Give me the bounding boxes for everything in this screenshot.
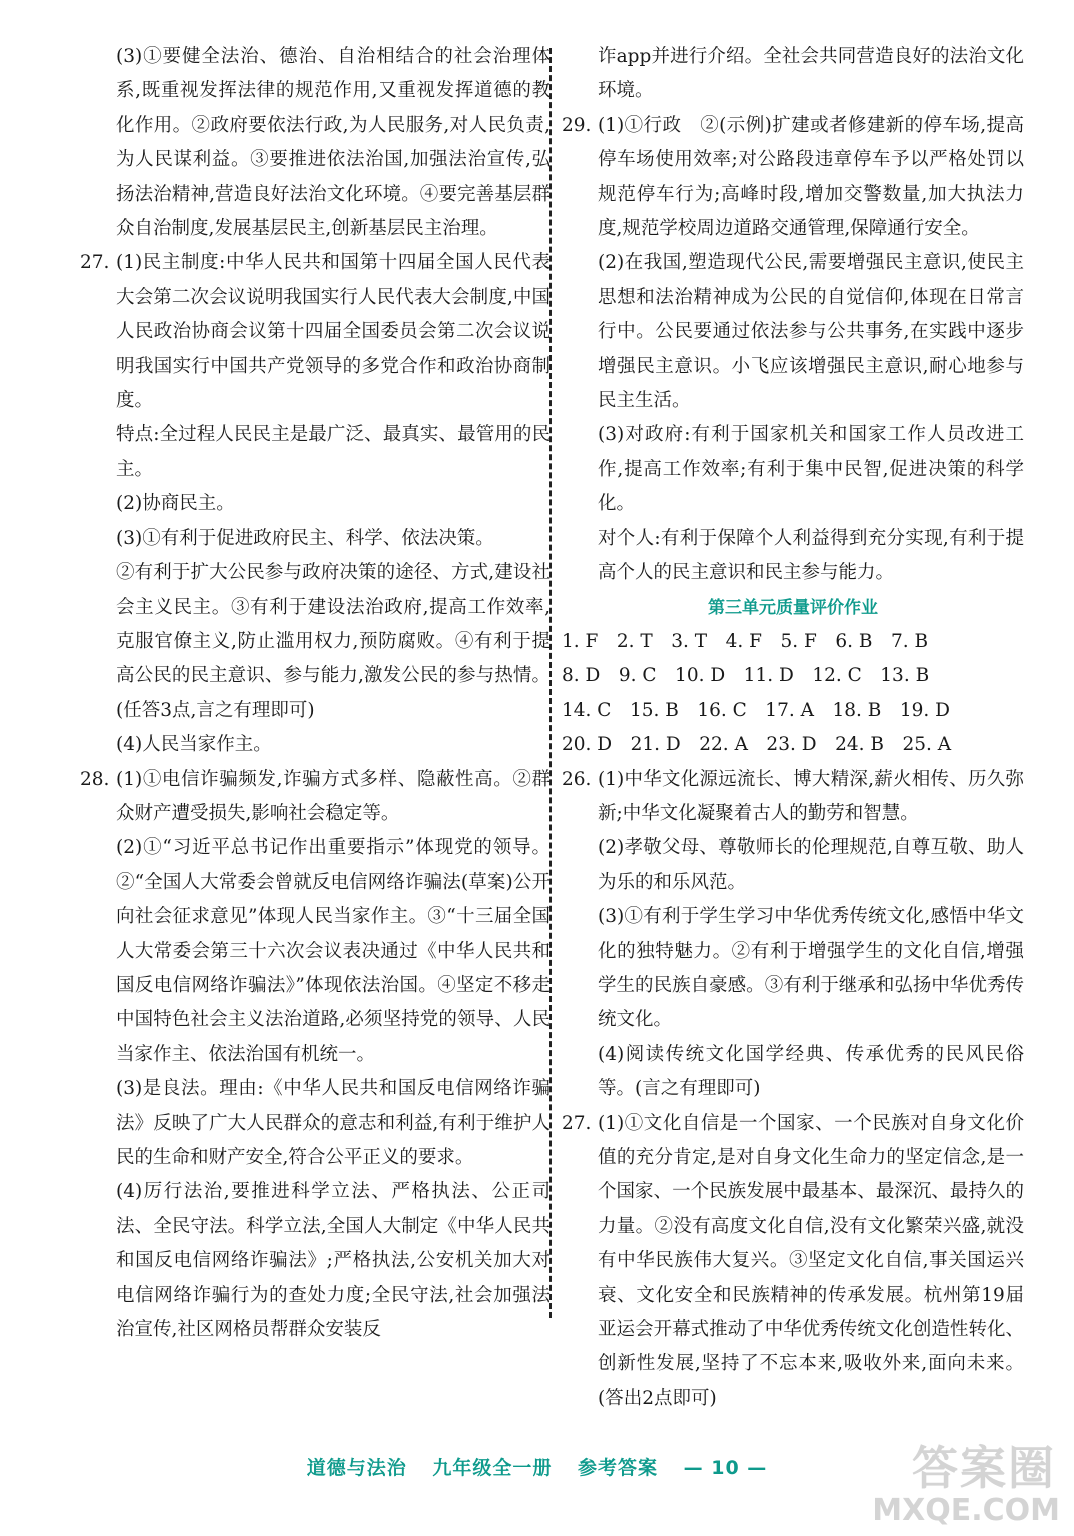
section-title: 第三单元质量评价作业 (708, 597, 878, 618)
watermark-logo (872, 1432, 1066, 1528)
answer-paragraph: (1)①文化自信是一个国家、一个民族对自身文化价值的充分肯定,是对自身文化生命力的坚定信念,是一个国家、一个民族发展中最基本、最深沉、最持久的力量。②没有高度文化自信,没有文化繁荣兴盛,就没有中华民族伟大复兴。③坚定文化自信,事关国运兴衰、文化安全和民族精神的传承发展。杭州第19届亚运会开幕式推动了中华优秀传统文化创造性转化、创新性发展,坚持了不忘本来,吸收外来,面向未来。(答出2点即可) (598, 1112, 1024, 1409)
question-number: 29. (562, 114, 592, 136)
answer-paragraph: (2)在我国,塑造现代公民,需要增强民主意识,使民主思想和法治精神成为公民的自觉信仰,体现在日常言行中。公民要通过依法参与公共事务,在实践中逐步增强民主意识。小飞应该增强民主意识,耐心地参与民主生活。 (598, 252, 1024, 412)
question-27 (80, 246, 550, 762)
column-divider (549, 48, 552, 1318)
q28-continuation: 诈app并进行介绍。全社会共同营造良好的法治文化环境。 (598, 46, 1024, 102)
watermark-domain: MXQE.COM (872, 1493, 1060, 1528)
answer-paragraph: (3)对政府:有利于国家机关和国家工作人员改进工作,提高工作效率;有利于集中民智,促进决策的科学化。 (598, 424, 1024, 515)
answer-paragraph: (4)人民当家作主。 (116, 734, 272, 756)
answer-paragraph: (3)①有利于学生学习中华优秀传统文化,感悟中华文化的独特魅力。②有利于增强学生的文化自信,增强学生的民族自豪感。③有利于继承和弘扬中华优秀传统文化。 (598, 906, 1024, 1031)
answer-paragraph: (1)民主制度:中华人民共和国第十四届全国人民代表大会第二次会议说明我国实行人民代表大会制度,中国人民政治协商会议第十四届全国委员会第二次会议说明我国实行中国共产党领导的多党合作和政治协商制度。 (116, 252, 550, 412)
question-28 (80, 763, 550, 1348)
choice-answers-row: 8. D 9. C 10. D 11. D 12. C 13. B (562, 665, 930, 687)
page-number: — 10 — (683, 1457, 768, 1479)
answer-paragraph: ②有利于扩大公民参与政府决策的途径、方式,建设社会主义民主。③有利于建设法治政府,提高工作效率,克服官僚主义,防止滥用权力,预防腐败。④有利于提高公民的民主意识、参与能力,激发公民的参与热情。(任答3点,言之有理即可) (116, 562, 550, 721)
question-number: 27. (80, 252, 110, 274)
answer-paragraph: (2)孝敬父母、尊敬师长的伦理规范,自尊互敬、助人为乐的和乐风范。 (598, 837, 1024, 893)
answer-paragraph: 对个人:有利于保障个人利益得到充分实现,有利于提高个人的民主意识和民主参与能力。 (598, 527, 1024, 584)
footer-subject: 道德与法治 (306, 1457, 407, 1479)
question-number: 28. (80, 768, 110, 790)
answer-paragraph: (2)协商民主。 (116, 493, 235, 515)
answer-paragraph: 特点:全过程人民民主是最广泛、最真实、最管用的民主。 (116, 424, 550, 480)
choice-answers-row: 14. C 15. B 16. C 17. A 18. B 19. D (562, 699, 951, 721)
question-27-unit3 (562, 1107, 1024, 1417)
answer-paragraph: (3)①有利于促进政府民主、科学、依法决策。 (116, 527, 494, 549)
answer-paragraph: (4)阅读传统文化国学经典、传承优秀的民风民俗等。(言之有理即可) (598, 1043, 1024, 1100)
question-26 (562, 763, 1024, 1107)
answer-paragraph: (1)中华文化源远流长、博大精深,薪火相传、历久弥新;中华文化凝聚着古人的勤劳和智慧。 (598, 768, 1024, 824)
answer-paragraph: (2)①“习近平总书记作出重要指示”体现党的领导。②“全国人大常委会曾就反电信网络诈骗法(草案)公开向社会征求意见”体现人民当家作主。③“十三届全国人大常委会第三十六次会议表决通过《中华人民共和国反电信网络诈骗法》”体现依法治国。④坚定不移走中国特色社会主义法治道路,必须坚持党的领导、人民当家作主、依法治国有机统一。 (116, 837, 550, 1065)
question-number: 27. (562, 1112, 592, 1134)
watermark-seal: 答案圈 (912, 1441, 1056, 1495)
right-column (562, 40, 1024, 1416)
answer-paragraph: (4)厉行法治,要推进科学立法、严格执法、公正司法、全民守法。科学立法,全国人大制定《中华人民共和国反电信网络诈骗法》;严格执法,公安机关加大对电信网络诈骗行为的查处力度;全民守法,社会加强法治宣传,社区网格员帮群众安装反 (116, 1181, 550, 1341)
choice-answers-row: 20. D 21. D 22. A 23. D 24. B 25. A (562, 734, 952, 756)
answer-paragraph: (1)①电信诈骗频发,诈骗方式多样、隐蔽性高。②群众财产遭受损失,影响社会稳定等。 (116, 768, 550, 824)
answer-paragraph: (1)①行政 ②(示例)扩建或者修建新的停车场,提高停车场使用效率;对公路段违章停车予以严格处罚以规范停车行为;高峰时段,增加交警数量,加大执法力度,规范学校周边道路交通管理,保障通行安全。 (598, 114, 1024, 240)
left-column (80, 40, 550, 1347)
q26-para3-cont: (3)①要健全法治、德治、自治相结合的社会治理体系,既重视发挥法律的规范作用,又重视发挥道德的教化作用。②政府要依法行政,为人民服务,对人民负责,为人民谋利益。③要推进依法治国,加强法治宣传,弘扬法治精神,营造良好法治文化环境。④要完善基层群众自治制度,发展基层民主,创新基层民主治理。 (116, 46, 550, 240)
footer-label: 参考答案 (577, 1457, 658, 1479)
question-29 (562, 109, 1024, 591)
footer-grade: 九年级全一册 (432, 1457, 553, 1479)
answer-paragraph: (3)是良法。理由:《中华人民共和国反电信网络诈骗法》反映了广大人民群众的意志和利益,有利于维护人民的生命和财产安全,符合公平正义的要求。 (116, 1078, 550, 1168)
choice-answers-row: 1. F 2. T 3. T 4. F 5. F 6. B 7. B (562, 630, 929, 652)
question-number: 26. (562, 768, 592, 790)
